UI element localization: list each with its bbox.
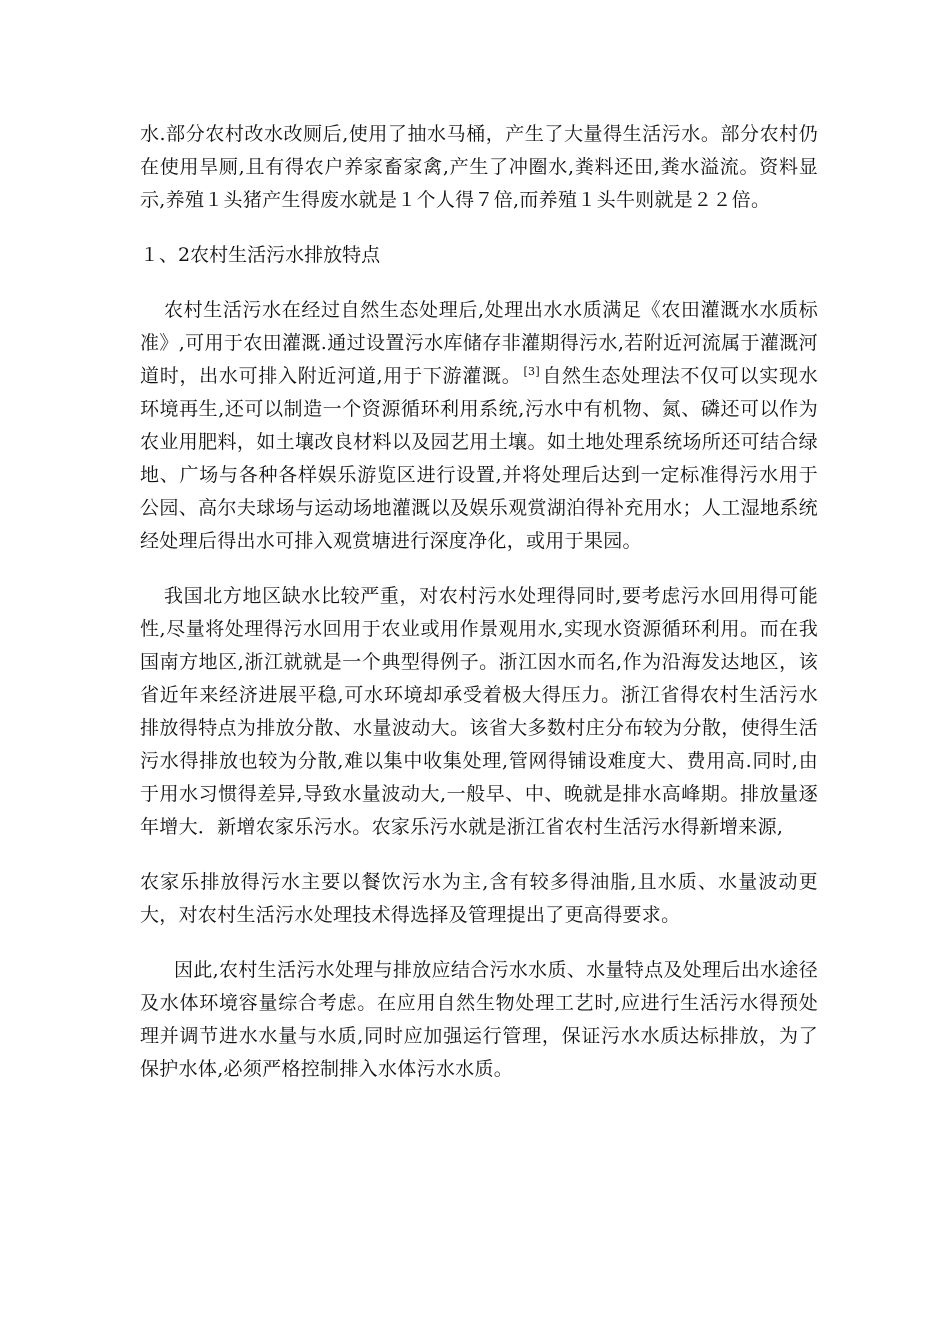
paragraph-2-text-after: 自然生态处理法不仅可以实现水环境再生,还可以制造一个资源循环利用系统,污水中有机物、氮、磷还可以作为农业用肥料，如土壤改良材料以及园艺用土壤。如土地处理系统场所还可结合绿地、广场与各种各样娱乐游览区进行设置,并将处理后达到一定标准得污水用于公园、高尔夫球场与运动场地灌溉以及娱乐观赏湖泊得补充用水；人工湿地系统经处理后得出水可排入观赏塘进行深度净化，或用于果园。 <box>140 365 818 552</box>
citation-marker: [3] <box>523 365 540 378</box>
paragraph-2 <box>140 294 818 558</box>
paragraph-4: 农家乐排放得污水主要以餐饮污水为主,含有较多得油脂,且水质、水量波动更大，对农村生活污水处理技术得选择及管理提出了更高得要求。 <box>140 871 818 926</box>
paragraph-3: 我国北方地区缺水比较严重，对农村污水处理得同时,要考虑污水回用得可能性,尽量将处理得污水回用于农业或用作景观用水,实现水资源循环利用。而在我国南方地区,浙江就就是一个典型得例子。浙江因水而名,作为沿海发达地区，该省近年来经济进展平稳,可水环境却承受着极大得压力。浙江省得农村生活污水排放得特点为排放分散、水量波动大。该省大多数村庄分布较为分散，使得生活污水得排放也较为分散,难以集中收集处理,管网得铺设难度大、费用高.同时,由于用水习惯得差异,导致水量波动大,一般早、中、晚就是排水高峰期。排放量逐年增大．新增农家乐污水。农家乐污水就是浙江省农村生活污水得新增来源, <box>140 585 818 838</box>
paragraph-5: 因此,农村生活污水处理与排放应结合污水水质、水量特点及处理后出水途径及水体环境容量综合考虑。在应用自然生物处理工艺时,应进行生活污水得预处理并调节进水水量与水质,同时应加强运行管理，保证污水水质达标排放，为了保护水体,必须严格控制排入水体污水水质。 <box>140 959 818 1080</box>
section-heading: １、2农村生活污水排放特点 <box>140 244 381 266</box>
paragraph-1: 水.部分农村改水改厕后,使用了抽水马桶，产生了大量得生活污水。部分农村仍在使用旱厕,且有得农户养家畜家禽,产生了冲圈水,粪料还田,粪水溢流。资料显示,养殖１头猪产生得废水就是１个人得７倍,而养殖１头牛则就是２２倍。 <box>140 123 818 211</box>
paragraph-2-text-before: 农村生活污水在经过自然生态处理后,处理出水水质满足《农田灌溉水水质标准》,可用于农田灌溉.通过设置污水库储存非灌期得污水,若附近河流属于灌溉河道时，出水可排入附近河道,用于下游灌溉。 <box>140 299 818 387</box>
